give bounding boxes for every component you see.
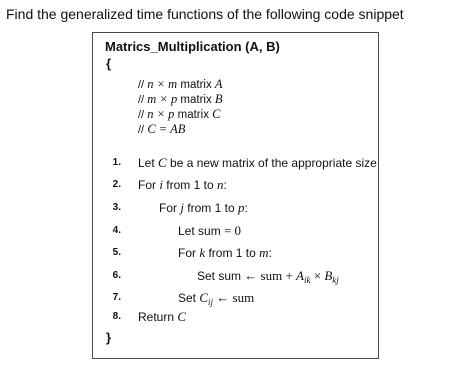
code-text: Set sum ← sum + $A_{ik} \times B_{kj}$	[197, 268, 339, 285]
comment-slashes: //	[138, 79, 145, 91]
line-number: 1.	[112, 157, 121, 168]
code-text: For i from 1 to n:	[138, 177, 227, 192]
code-text: Return C	[138, 309, 187, 324]
comment-line	[138, 92, 223, 107]
code-text: For k from 1 to m:	[178, 245, 272, 260]
line-number: 6.	[112, 270, 121, 281]
line-number: 5.	[112, 247, 121, 258]
code-text: For j from 1 to p:	[159, 200, 248, 215]
comment-dims: n × p	[147, 107, 175, 121]
line-number: 3.	[112, 202, 121, 213]
code-text: Set $C_{ij}$ ← sum	[178, 290, 255, 307]
line-number: 8.	[112, 311, 121, 322]
comment-equation: C = AB	[147, 122, 186, 136]
code-line	[93, 223, 378, 239]
comment-slashes: //	[138, 124, 145, 136]
comment-dims: m × p	[147, 92, 178, 106]
line-number: 4.	[112, 225, 121, 236]
code-text: Let C be a new matrix of the appropriate size	[138, 155, 377, 170]
function-signature: Matrics_Multiplication (A, B)	[105, 39, 280, 54]
comment-text: matrix	[177, 79, 215, 91]
code-line	[93, 290, 378, 306]
code-line	[93, 177, 378, 193]
comment-matrix-name: C	[212, 107, 221, 121]
code-line	[93, 200, 378, 216]
comment-slashes: //	[138, 109, 145, 121]
comment-text: matrix	[177, 94, 215, 106]
line-number: 2.	[112, 179, 121, 190]
code-line	[93, 155, 378, 171]
comment-line	[138, 107, 223, 122]
comment-matrix-name: B	[214, 92, 223, 106]
code-line	[93, 268, 378, 284]
comment-block	[138, 77, 223, 137]
question-heading: Find the generalized time functions of the following code snippet	[6, 6, 404, 22]
open-brace: {	[106, 56, 112, 71]
comment-dims: n × m	[147, 77, 178, 91]
line-number: 7.	[112, 292, 121, 303]
code-line	[93, 245, 378, 261]
comment-line	[138, 77, 223, 92]
code-text: Let sum = 0	[178, 223, 242, 238]
comment-text: matrix	[174, 109, 213, 121]
comment-matrix-name: A	[214, 77, 223, 91]
code-line	[93, 309, 378, 325]
code-snippet-box	[92, 32, 379, 359]
close-brace: }	[106, 330, 112, 345]
comment-line	[138, 122, 223, 137]
comment-slashes: //	[138, 94, 145, 106]
